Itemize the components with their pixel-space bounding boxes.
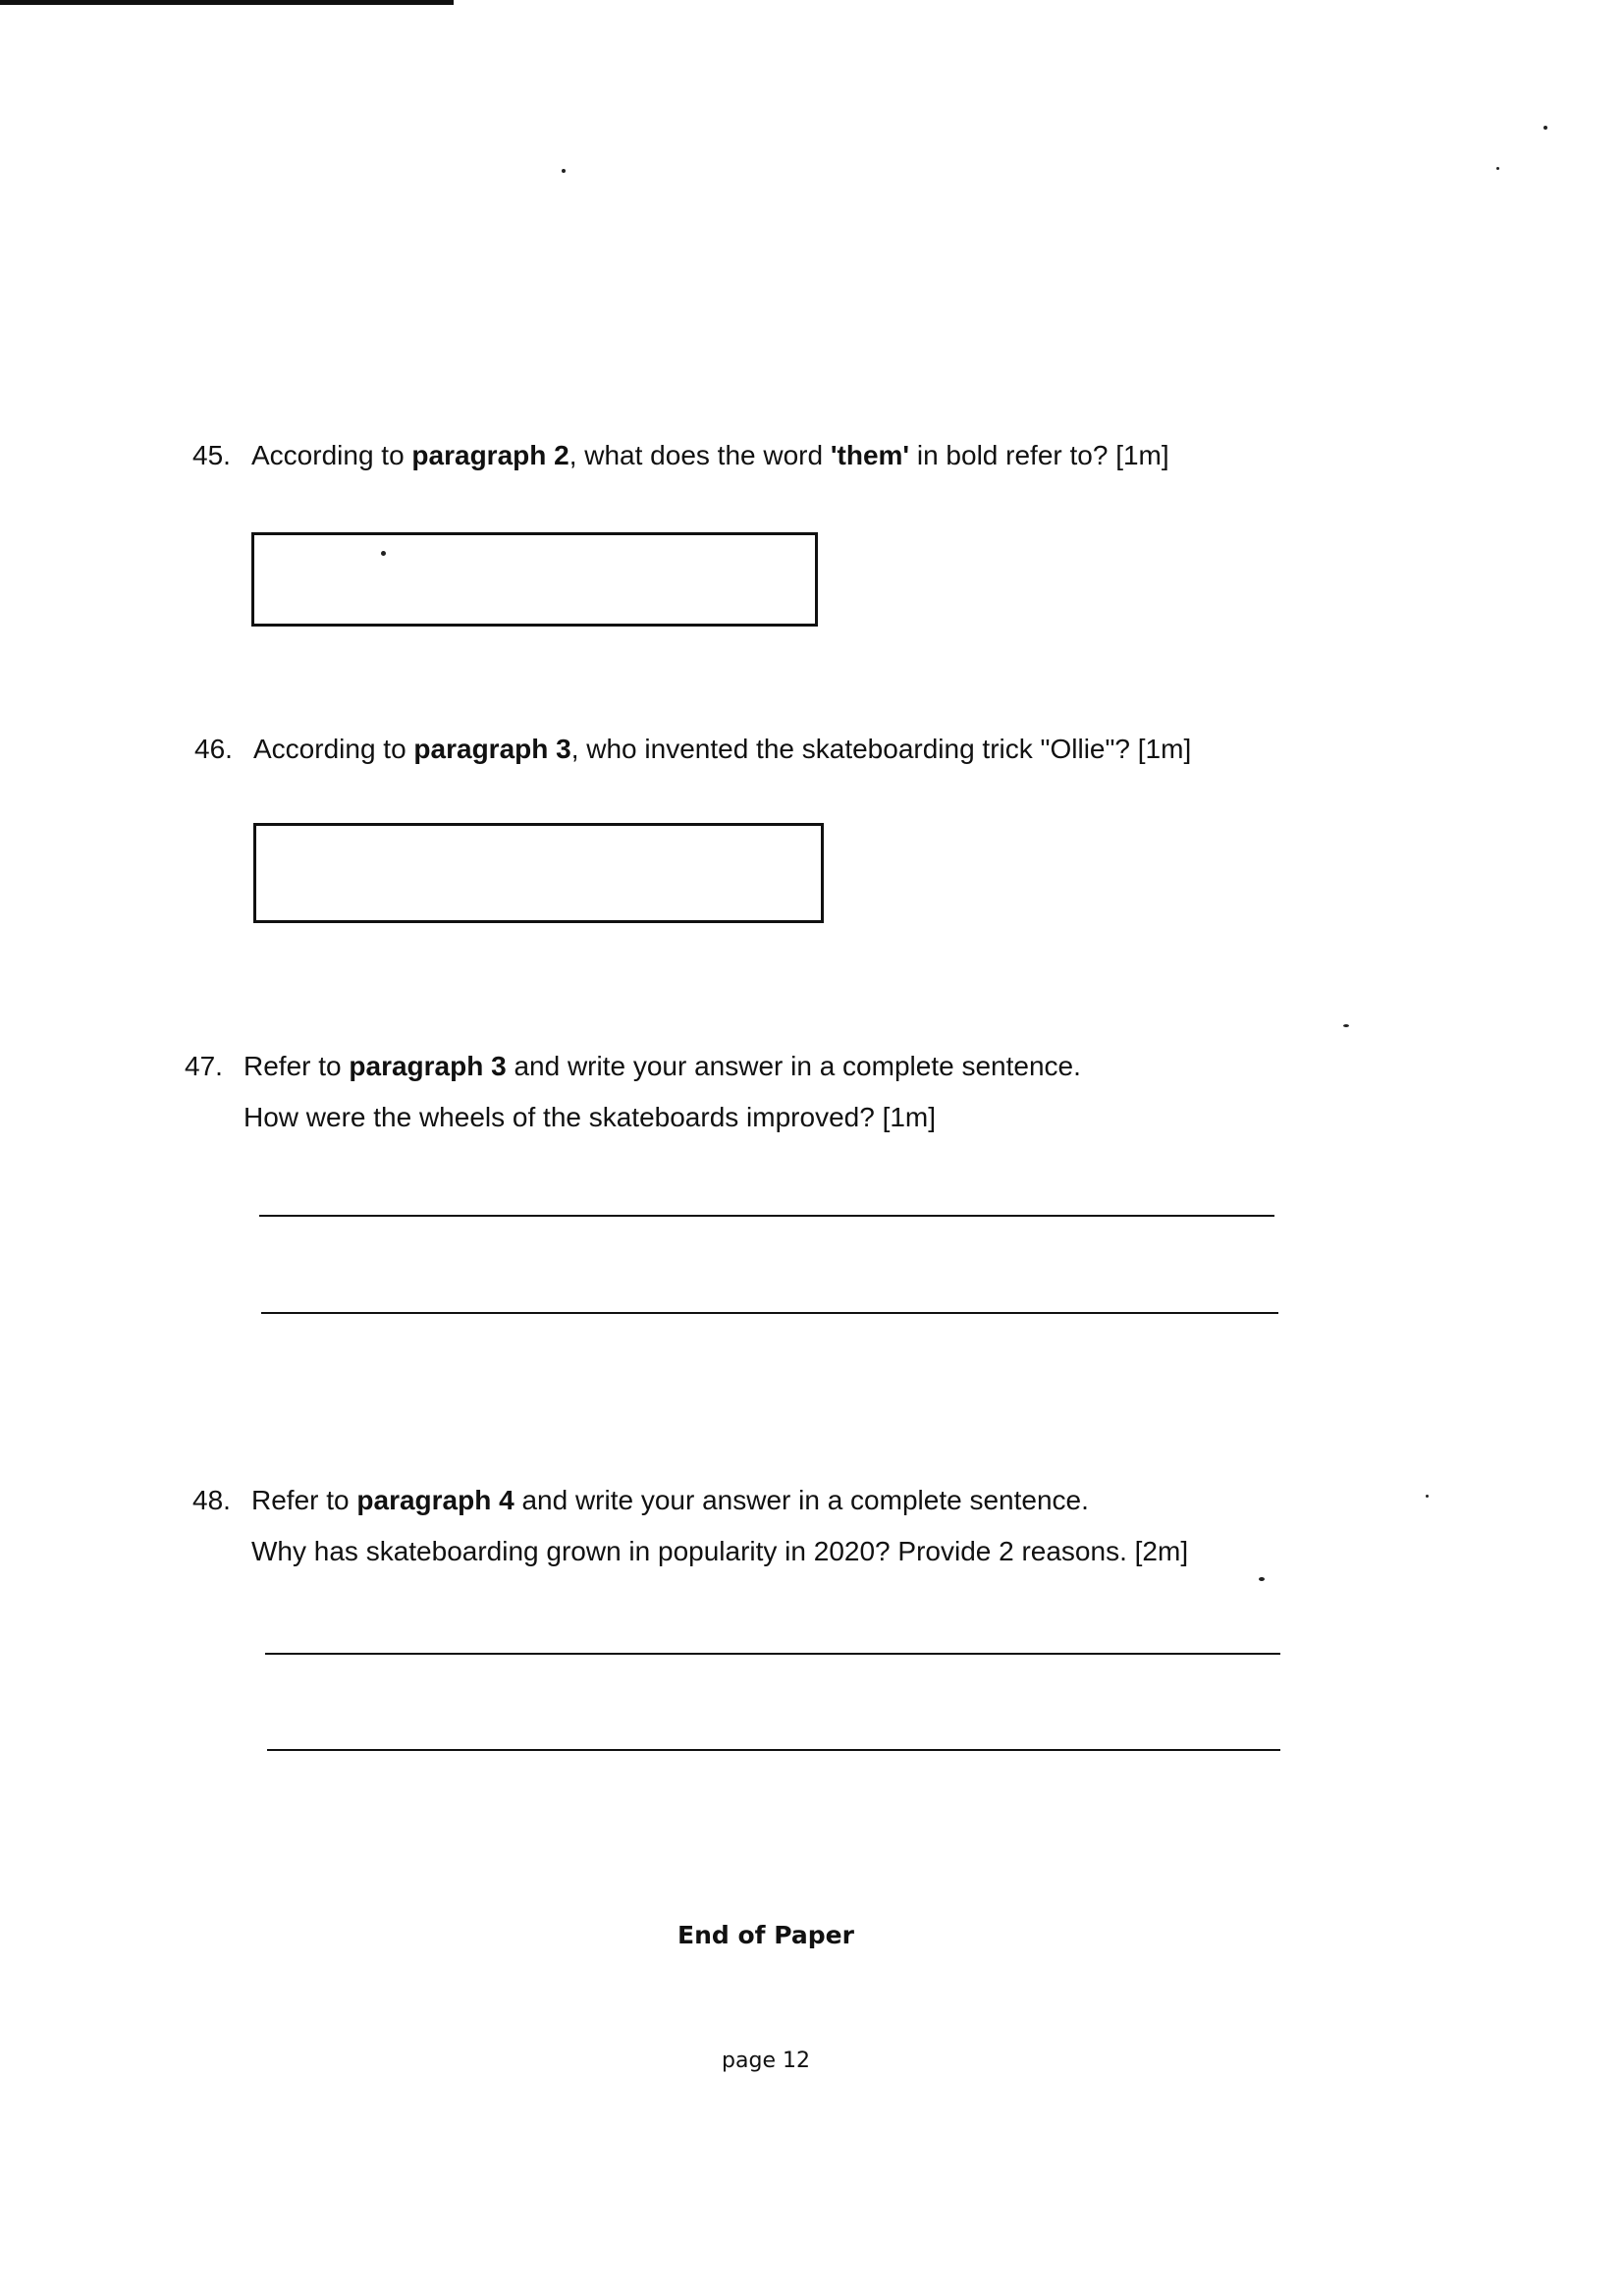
answer-line-47-1[interactable] (259, 1215, 1274, 1217)
bold-word: 'them' (830, 440, 910, 470)
answer-box-45[interactable] (251, 532, 818, 627)
question-45 (192, 430, 1169, 481)
question-text: Refer to paragraph 4 and write your answer in a complete sentence. (251, 1485, 1089, 1515)
question-48 (192, 1475, 1188, 1577)
question-number: 47. (185, 1051, 223, 1081)
question-text: According to paragraph 2, what does the word 'them' in bold refer to? [1m] (251, 440, 1169, 470)
question-number: 46. (194, 734, 233, 764)
scan-speck (1259, 1577, 1265, 1581)
answer-line-48-1[interactable] (265, 1653, 1280, 1655)
question-text-line-2: Why has skateboarding grown in popularity in 2020? Provide 2 reasons. [2m] (251, 1536, 1189, 1566)
top-border-rule (0, 0, 454, 5)
paragraph-reference: paragraph 4 (356, 1485, 514, 1515)
end-of-paper-label: End of Paper (677, 1921, 854, 1949)
question-number: 48. (192, 1485, 231, 1515)
question-text: Refer to paragraph 3 and write your answer in a complete sentence. (244, 1051, 1081, 1081)
page-number: page 12 (722, 2049, 810, 2073)
question-46 (194, 724, 1191, 775)
answer-box-46[interactable] (253, 823, 824, 923)
scan-speck (1496, 167, 1499, 170)
answer-line-47-2[interactable] (261, 1312, 1278, 1314)
question-text: According to paragraph 3, who invented the skateboarding trick "Ollie"? [1m] (253, 734, 1192, 764)
scan-speck (1426, 1495, 1429, 1498)
question-text-line-2: How were the wheels of the skateboards improved? [1m] (244, 1102, 937, 1132)
paragraph-reference: paragraph 3 (349, 1051, 507, 1081)
scan-speck (381, 551, 386, 556)
question-number: 45. (192, 440, 231, 470)
paragraph-reference: paragraph 2 (411, 440, 569, 470)
scan-speck (1343, 1024, 1349, 1027)
scan-speck (1543, 126, 1547, 130)
question-47 (185, 1041, 1081, 1143)
scan-speck (562, 169, 566, 173)
paragraph-reference: paragraph 3 (413, 734, 571, 764)
answer-line-48-2[interactable] (267, 1749, 1280, 1751)
